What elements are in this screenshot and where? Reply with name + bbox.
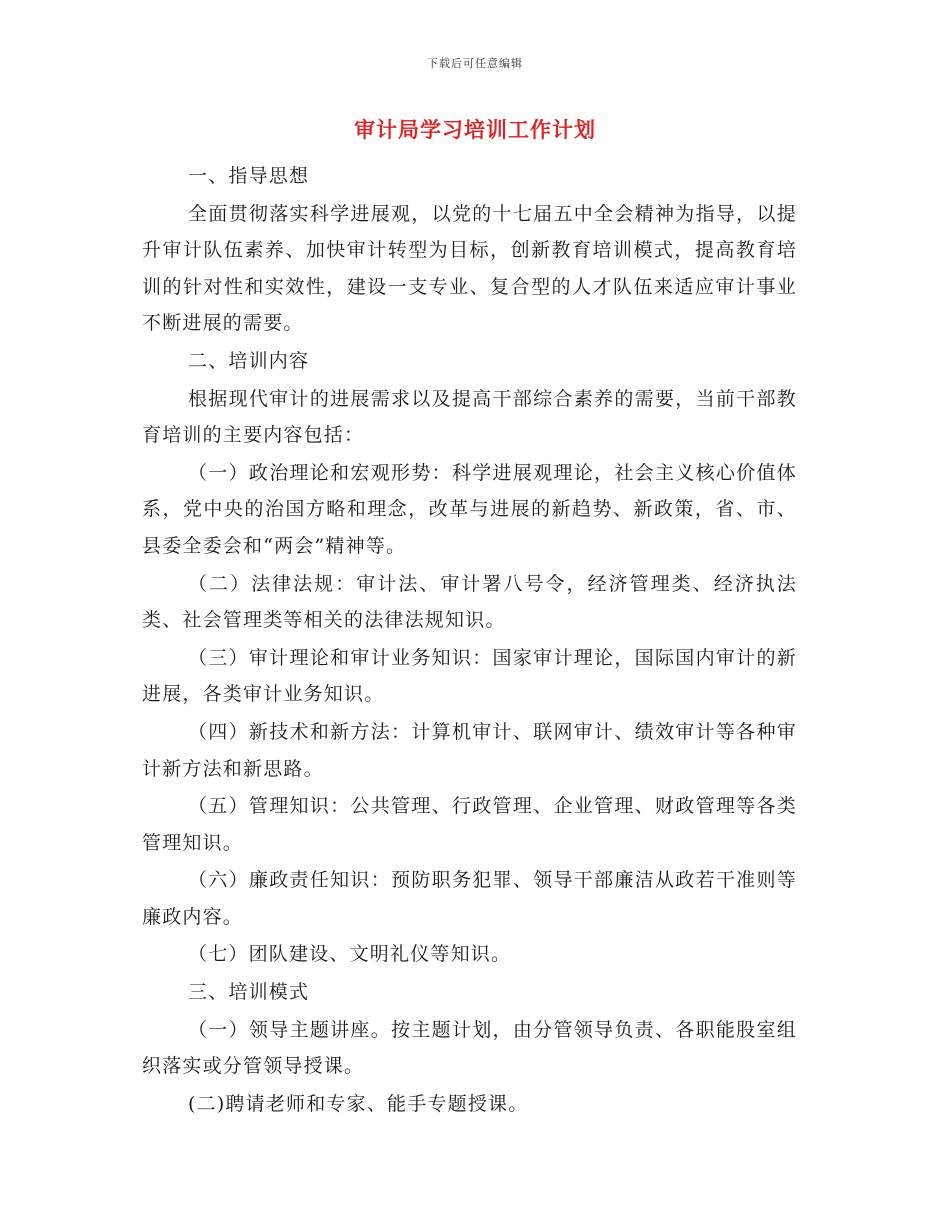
- list-item-leader-lecture: （一）领导主题讲座。按主题计划，由分管领导负责、各职能股室组织落实或分管领导授课。: [142, 1018, 797, 1078]
- section-heading-training-content: 二、培训内容: [188, 349, 310, 372]
- paragraph-guiding-ideology: 全面贯彻落实科学进展观，以党的十七届五中全会精神为指导，以提升审计队伍素养、加快审计转型为目标，创新教育培训模式，提高教育培训的针对性和实效性，建设一支专业、复合型的人才队伍来适应审计事业不断进展的需要。: [142, 202, 797, 335]
- section-heading-training-mode: 三、培训模式: [188, 981, 310, 1004]
- list-item-new-technology: （四）新技术和新方法：计算机审计、联网审计、绩效审计等各种审计新方法和新思路。: [142, 720, 797, 780]
- list-item-law: （二）法律法规：审计法、审计署八号令，经济管理类、经济执法类、社会管理类等相关的法律法规知识。: [142, 572, 797, 632]
- list-item-politics: （一）政治理论和宏观形势：科学进展观理论，社会主义核心价值体系，党中央的治国方略和理念，改革与进展的新趋势、新政策，省、市、县委全委会和“两会”精神等。: [142, 461, 797, 557]
- document-title: 审计局学习培训工作计划: [354, 117, 596, 142]
- list-item-management: （五）管理知识：公共管理、行政管理、企业管理、财政管理等各类管理知识。: [142, 795, 797, 854]
- page-header: 下载后可任意编辑: [427, 57, 523, 70]
- list-item-team-building: （七）团队建设、文明礼仪等知识。: [188, 943, 512, 966]
- list-item-expert-lecture: (二)聘请老师和专家、能手专题授课。: [188, 1092, 529, 1115]
- list-item-integrity: （六）廉政责任知识：预防职务犯罪、领导干部廉洁从政若干准则等廉政内容。: [142, 869, 797, 928]
- section-heading-guiding-ideology: 一、指导思想: [188, 165, 310, 187]
- paragraph-training-content-intro: 根据现代审计的进展需求以及提高干部综合素养的需要，当前干部教育培训的主要内容包括：: [142, 387, 797, 447]
- list-item-audit-theory: （三）审计理论和审计业务知识：国家审计理论，国际国内审计的新进展，各类审计业务知识。: [142, 646, 797, 706]
- document-body: [142, 158, 797, 1123]
